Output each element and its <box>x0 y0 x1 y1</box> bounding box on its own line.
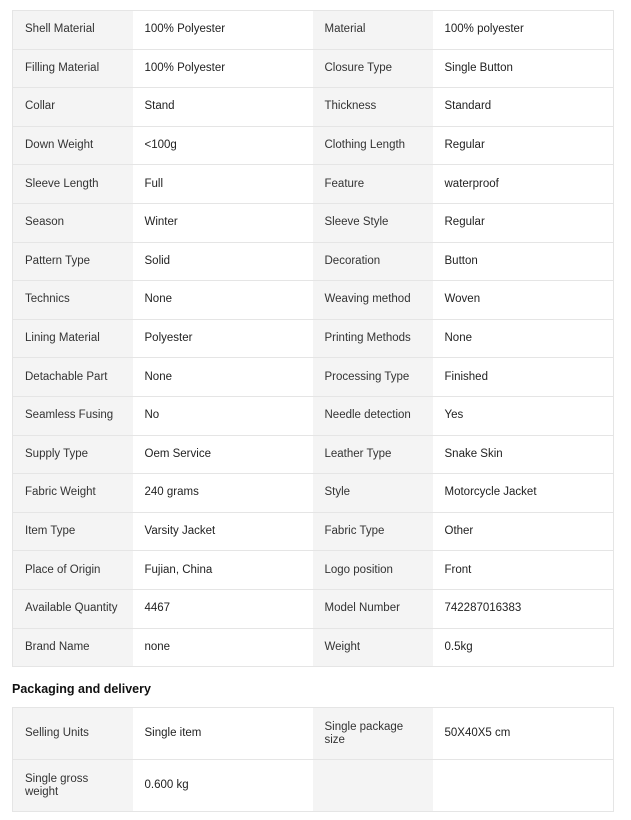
attribute-value: Varsity Jacket <box>133 512 313 551</box>
attribute-value: Regular <box>433 203 614 242</box>
attribute-value: <100g <box>133 126 313 165</box>
attribute-label: Model Number <box>313 589 433 628</box>
attribute-row <box>13 11 614 50</box>
attribute-value: Yes <box>433 396 614 435</box>
attribute-label: Pattern Type <box>13 242 133 281</box>
attribute-row <box>13 396 614 435</box>
attribute-row <box>13 512 614 551</box>
attribute-row <box>13 628 614 667</box>
attribute-value: Motorcycle Jacket <box>433 474 614 513</box>
attribute-value: None <box>433 319 614 358</box>
attribute-value: Standard <box>433 88 614 127</box>
attribute-label: Selling Units <box>13 708 133 760</box>
attribute-value: waterproof <box>433 165 614 204</box>
attribute-label <box>313 760 433 812</box>
attribute-value: Winter <box>133 203 313 242</box>
attribute-label: Sleeve Style <box>313 203 433 242</box>
attribute-row <box>13 474 614 513</box>
attribute-label: Closure Type <box>313 49 433 88</box>
attribute-label: Printing Methods <box>313 319 433 358</box>
attribute-value: Snake Skin <box>433 435 614 474</box>
attribute-row <box>13 281 614 320</box>
attribute-label: Technics <box>13 281 133 320</box>
attribute-label: Brand Name <box>13 628 133 667</box>
attribute-value: Full <box>133 165 313 204</box>
attribute-label: Fabric Type <box>313 512 433 551</box>
attribute-value: Single item <box>133 708 313 760</box>
attribute-label: Item Type <box>13 512 133 551</box>
attribute-value: 100% polyester <box>433 11 614 50</box>
attribute-value: 4467 <box>133 589 313 628</box>
attribute-value: 240 grams <box>133 474 313 513</box>
attribute-label: Material <box>313 11 433 50</box>
attribute-label: Needle detection <box>313 396 433 435</box>
attribute-label: Filling Material <box>13 49 133 88</box>
attribute-label: Collar <box>13 88 133 127</box>
attribute-value: Other <box>433 512 614 551</box>
attribute-value: none <box>133 628 313 667</box>
attribute-row <box>13 88 614 127</box>
attribute-label: Weight <box>313 628 433 667</box>
attribute-label: Sleeve Length <box>13 165 133 204</box>
attribute-value: Front <box>433 551 614 590</box>
attribute-value: None <box>133 358 313 397</box>
packaging-table <box>12 707 614 812</box>
attribute-value: Solid <box>133 242 313 281</box>
attribute-label: Leather Type <box>313 435 433 474</box>
attribute-value: None <box>133 281 313 320</box>
attribute-value: 742287016383 <box>433 589 614 628</box>
attribute-value: 100% Polyester <box>133 11 313 50</box>
attribute-value: Button <box>433 242 614 281</box>
attribute-label: Decoration <box>313 242 433 281</box>
attribute-row <box>13 760 614 812</box>
attribute-label: Weaving method <box>313 281 433 320</box>
attribute-value: Oem Service <box>133 435 313 474</box>
attribute-value: 0.600 kg <box>133 760 313 812</box>
attribute-label: Single gross weight <box>13 760 133 812</box>
attribute-value: Regular <box>433 126 614 165</box>
attribute-value: Fujian, China <box>133 551 313 590</box>
attribute-value: 50X40X5 cm <box>433 708 614 760</box>
attribute-row <box>13 203 614 242</box>
attribute-value: 0.5kg <box>433 628 614 667</box>
attribute-label: Logo position <box>313 551 433 590</box>
attribute-label: Seamless Fusing <box>13 396 133 435</box>
attribute-row <box>13 242 614 281</box>
attribute-value: Stand <box>133 88 313 127</box>
attribute-row <box>13 589 614 628</box>
attribute-value: Woven <box>433 281 614 320</box>
attribute-value: Polyester <box>133 319 313 358</box>
attribute-row <box>13 165 614 204</box>
attribute-label: Down Weight <box>13 126 133 165</box>
attribute-value: Finished <box>433 358 614 397</box>
attribute-value <box>433 760 614 812</box>
packaging-section-title: Packaging and delivery <box>12 682 151 696</box>
attribute-label: Feature <box>313 165 433 204</box>
attribute-row <box>13 126 614 165</box>
attribute-label: Style <box>313 474 433 513</box>
attribute-row <box>13 49 614 88</box>
attribute-label: Single package size <box>313 708 433 760</box>
key-attributes-table <box>12 10 614 667</box>
attribute-label: Clothing Length <box>313 126 433 165</box>
attribute-label: Supply Type <box>13 435 133 474</box>
attribute-value: No <box>133 396 313 435</box>
attribute-row <box>13 319 614 358</box>
attribute-row <box>13 435 614 474</box>
attribute-row <box>13 551 614 590</box>
attribute-label: Shell Material <box>13 11 133 50</box>
attribute-value: Single Button <box>433 49 614 88</box>
attribute-label: Available Quantity <box>13 589 133 628</box>
attribute-value: 100% Polyester <box>133 49 313 88</box>
attribute-label: Lining Material <box>13 319 133 358</box>
attribute-label: Season <box>13 203 133 242</box>
attribute-label: Place of Origin <box>13 551 133 590</box>
attribute-label: Fabric Weight <box>13 474 133 513</box>
attribute-label: Detachable Part <box>13 358 133 397</box>
attribute-label: Processing Type <box>313 358 433 397</box>
attribute-label: Thickness <box>313 88 433 127</box>
attribute-row <box>13 708 614 760</box>
attribute-row <box>13 358 614 397</box>
